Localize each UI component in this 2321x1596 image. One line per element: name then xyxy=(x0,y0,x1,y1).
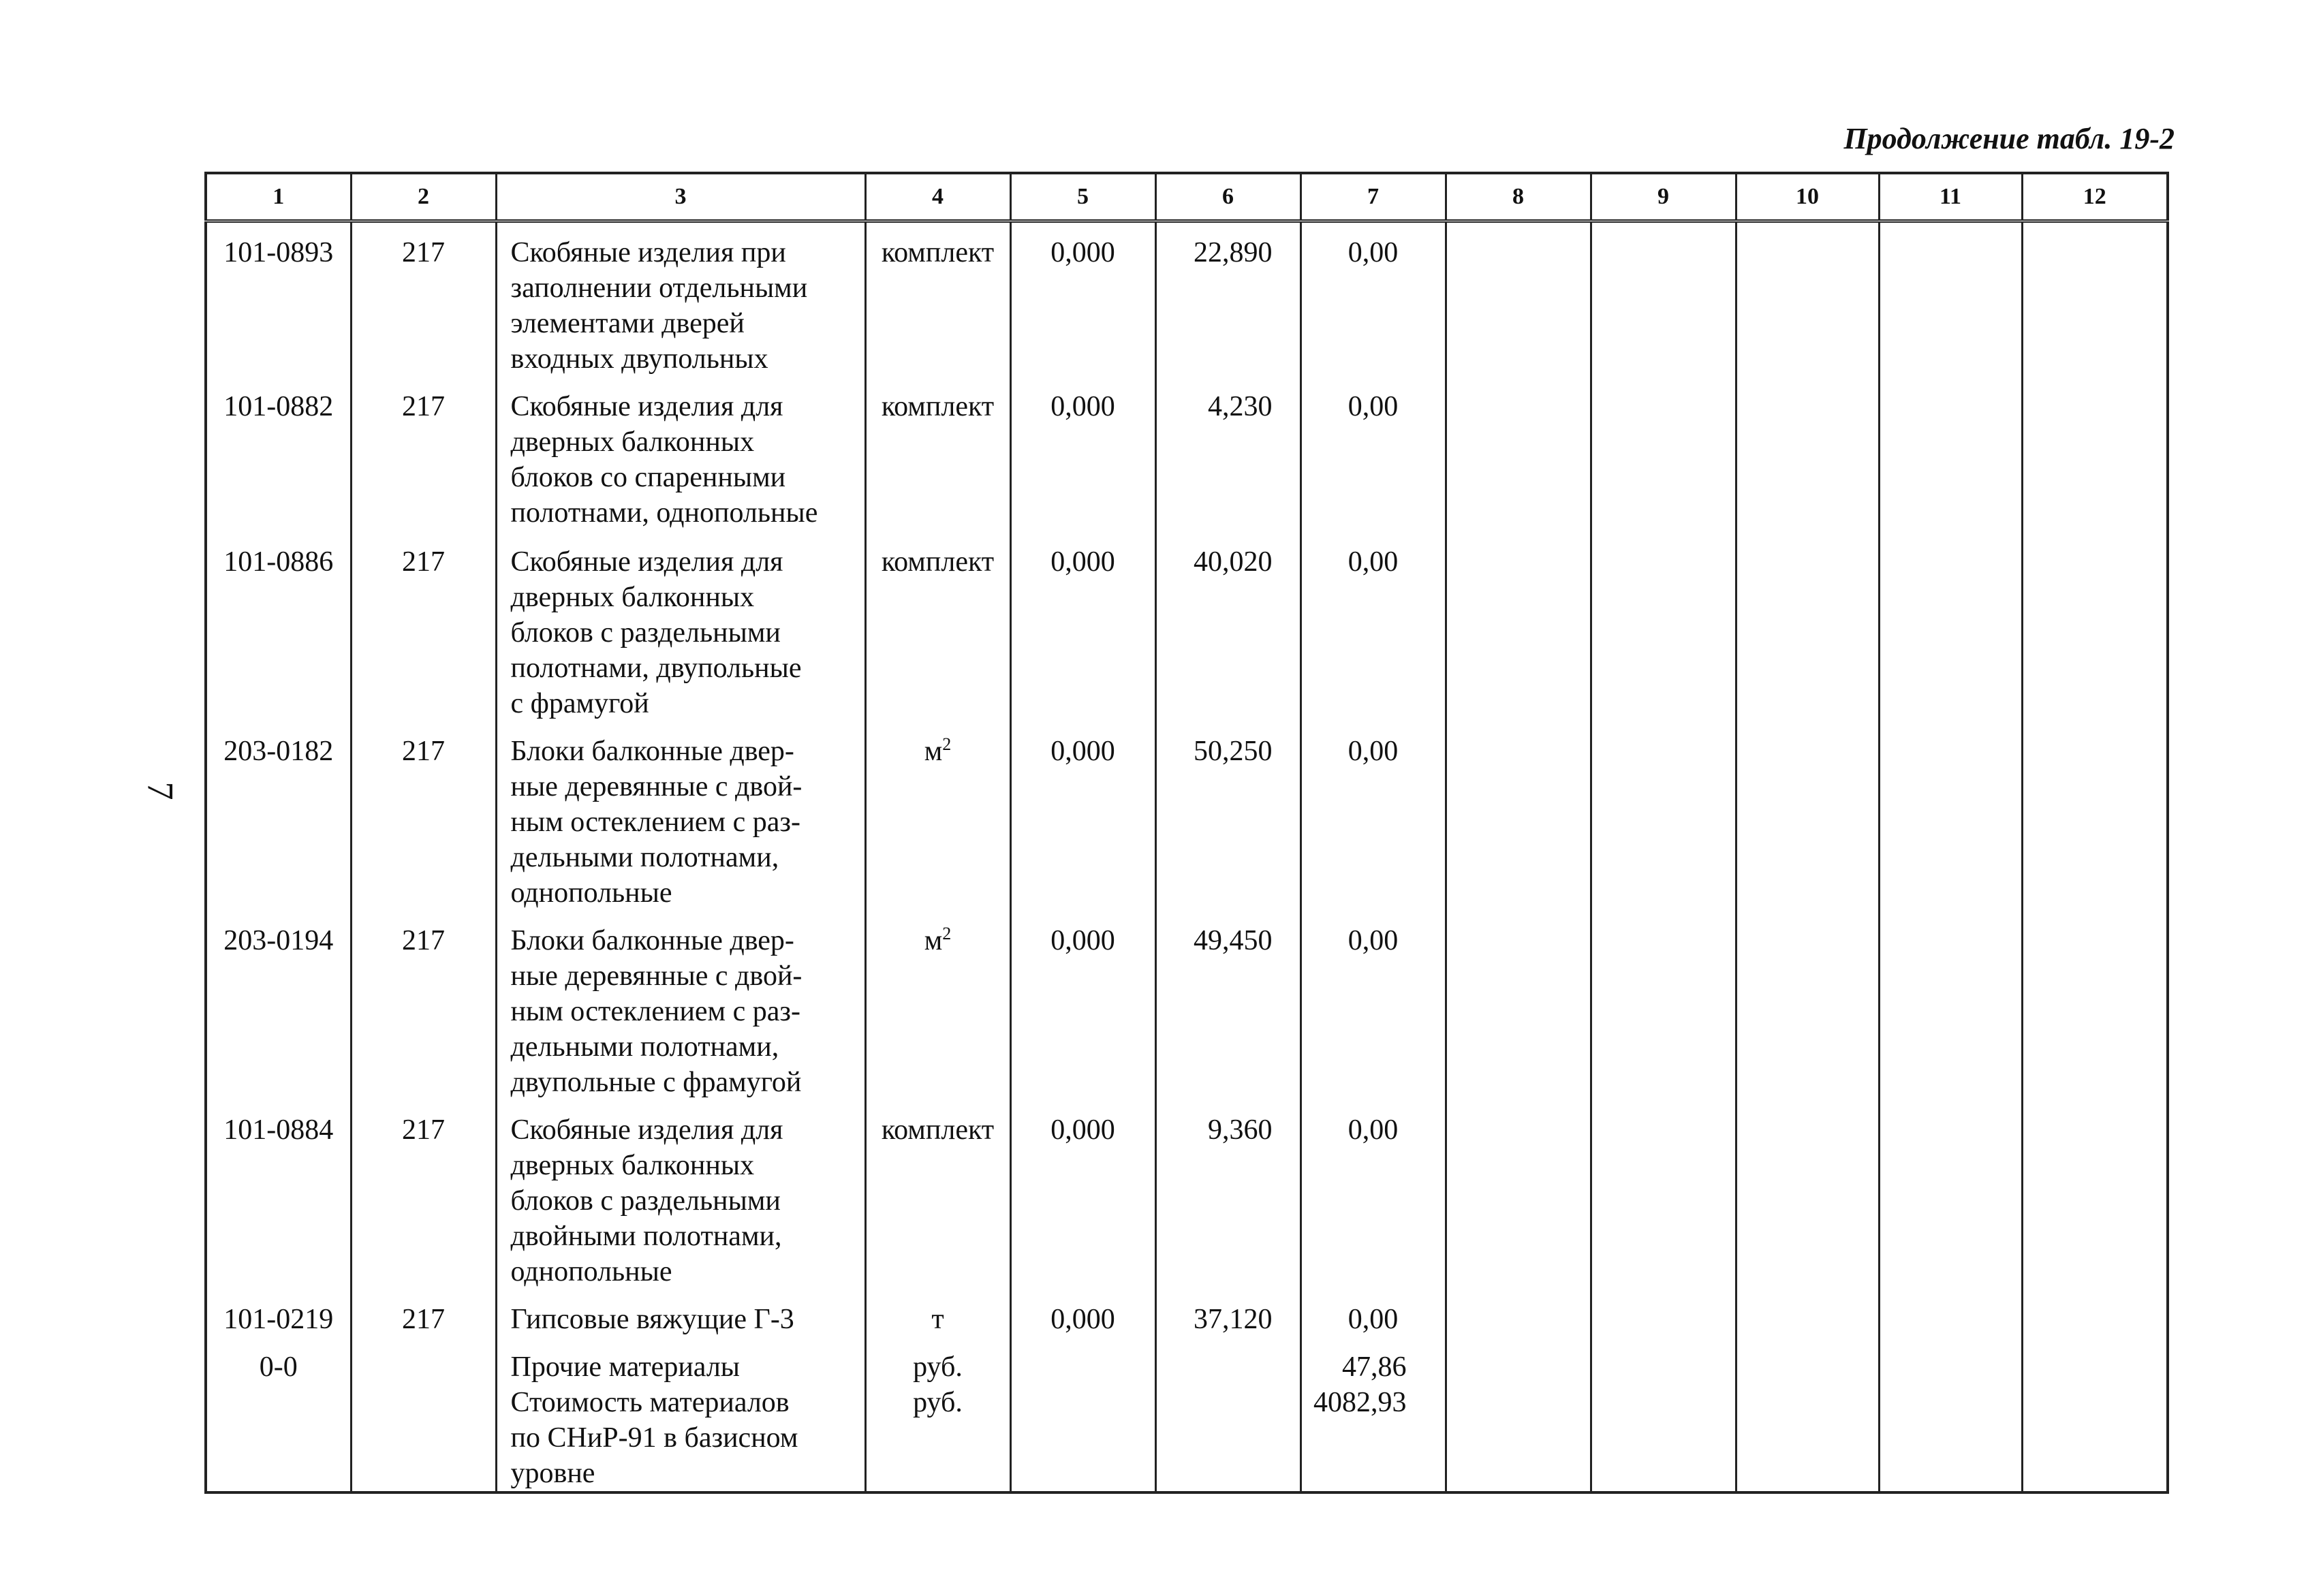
unit-text: т xyxy=(931,1304,944,1335)
header-row xyxy=(206,173,2168,221)
name-line: Скобяные изделия при xyxy=(510,237,786,268)
cell-unit xyxy=(865,1337,1010,1492)
name-line: блоков с раздельными xyxy=(510,1185,781,1217)
cell-quantity: 0,000 xyxy=(1010,221,1155,377)
cell-price: 37,120 xyxy=(1155,1289,1300,1337)
cell-empty xyxy=(1879,1289,2022,1337)
name-line: дельными полотнами, xyxy=(510,842,779,873)
column-header: 12 xyxy=(2022,173,2168,221)
cell-empty xyxy=(1736,1289,1879,1337)
name-line: однопольные xyxy=(510,877,672,909)
name-line: ным остеклением с раз- xyxy=(510,996,800,1027)
cell-cost: 0,00 xyxy=(1300,1289,1446,1337)
cell-empty xyxy=(1591,911,1736,1100)
cell-quantity: 0,000 xyxy=(1010,532,1155,721)
cell-empty xyxy=(1446,532,1591,721)
cell-code: 0-0 xyxy=(206,1337,351,1492)
cell-section: 217 xyxy=(351,721,496,911)
name-line: дверных балконных xyxy=(510,1150,755,1181)
cell-name xyxy=(496,377,865,532)
name-line: по СНиР-91 в базисном xyxy=(510,1422,798,1454)
name-line: двойными полотнами, xyxy=(510,1221,782,1252)
cell-code: 203-0182 xyxy=(206,721,351,911)
unit-text: комплект xyxy=(881,391,995,422)
cell-name xyxy=(496,1289,865,1337)
cell-empty xyxy=(1446,911,1591,1100)
cell-section: 217 xyxy=(351,532,496,721)
unit-line: руб. xyxy=(913,1351,963,1383)
column-header: 4 xyxy=(865,173,1010,221)
cell-price: 49,450 xyxy=(1155,911,1300,1100)
cell-section xyxy=(351,1337,496,1492)
cell-empty xyxy=(1736,1337,1879,1492)
column-header: 2 xyxy=(351,173,496,221)
cell-empty xyxy=(2022,1100,2168,1289)
page-number: 7 xyxy=(140,781,181,800)
cell-empty xyxy=(1591,221,1736,377)
cell-quantity: 0,000 xyxy=(1010,911,1155,1100)
cell-empty xyxy=(2022,221,2168,377)
cell-quantity xyxy=(1010,1337,1155,1492)
cell-unit xyxy=(865,1289,1010,1337)
cell-quantity: 0,000 xyxy=(1010,1289,1155,1337)
cell-name xyxy=(496,221,865,377)
cell-unit xyxy=(865,721,1010,911)
cell-empty xyxy=(1591,377,1736,532)
cell-price: 9,360 xyxy=(1155,1100,1300,1289)
cell-empty xyxy=(2022,1289,2168,1337)
table-row xyxy=(206,1100,2168,1289)
name-line: ным остеклением с раз- xyxy=(510,807,800,838)
cell-empty xyxy=(1446,1100,1591,1289)
column-header: 10 xyxy=(1736,173,1879,221)
cell-empty xyxy=(1879,1337,2022,1492)
cell-section: 217 xyxy=(351,1289,496,1337)
name-line: блоков с раздельными xyxy=(510,617,781,648)
cell-empty xyxy=(2022,532,2168,721)
name-line: дверных балконных xyxy=(510,426,755,458)
name-line: Гипсовые вяжущие Г-3 xyxy=(510,1304,794,1335)
cell-name xyxy=(496,1100,865,1289)
cell-empty xyxy=(1446,221,1591,377)
cell-empty xyxy=(1446,377,1591,532)
name-line: Скобяные изделия для xyxy=(510,391,783,422)
cell-empty xyxy=(1879,911,2022,1100)
name-line: входных двупольных xyxy=(510,343,768,375)
name-line: двупольные с фрамугой xyxy=(510,1067,802,1098)
name-line: с фрамугой xyxy=(510,688,649,719)
cell-code: 101-0882 xyxy=(206,377,351,532)
cell-empty xyxy=(1591,532,1736,721)
unit-text: м xyxy=(924,925,943,956)
name-line: полотнами, однопольные xyxy=(510,497,818,529)
cost-line: 47,86 xyxy=(1342,1351,1407,1383)
column-header: 7 xyxy=(1300,173,1446,221)
cell-price: 22,890 xyxy=(1155,221,1300,377)
cell-empty xyxy=(1879,1100,2022,1289)
cell-unit xyxy=(865,221,1010,377)
cell-empty xyxy=(1446,1289,1591,1337)
column-header: 11 xyxy=(1879,173,2022,221)
cell-price xyxy=(1155,1337,1300,1492)
cell-unit xyxy=(865,377,1010,532)
column-header: 9 xyxy=(1591,173,1736,221)
cell-empty xyxy=(2022,721,2168,911)
cell-name xyxy=(496,721,865,911)
cell-cost: 0,00 xyxy=(1300,1100,1446,1289)
name-line: полотнами, двупольные xyxy=(510,653,802,684)
table-row xyxy=(206,221,2168,377)
cell-empty xyxy=(2022,911,2168,1100)
unit-text: комплект xyxy=(881,237,995,268)
table-row xyxy=(206,1289,2168,1337)
cell-name xyxy=(496,911,865,1100)
name-line: Стоимость материалов xyxy=(510,1387,790,1418)
column-header: 3 xyxy=(496,173,865,221)
cell-empty xyxy=(1591,721,1736,911)
cell-cost: 0,00 xyxy=(1300,377,1446,532)
name-line: Блоки балконные двер- xyxy=(510,736,794,767)
cell-section: 217 xyxy=(351,911,496,1100)
name-line: ные деревянные с двой- xyxy=(510,771,803,802)
column-header: 1 xyxy=(206,173,351,221)
table-row xyxy=(206,1337,2168,1492)
cell-cost: 0,00 xyxy=(1300,721,1446,911)
materials-table xyxy=(204,172,2169,1494)
cell-empty xyxy=(1736,721,1879,911)
column-header: 6 xyxy=(1155,173,1300,221)
table-row xyxy=(206,377,2168,532)
cell-code: 101-0219 xyxy=(206,1289,351,1337)
cell-empty xyxy=(1591,1100,1736,1289)
cell-section: 217 xyxy=(351,221,496,377)
unit-superscript: 2 xyxy=(942,734,952,754)
cell-empty xyxy=(1591,1337,1736,1492)
column-header: 8 xyxy=(1446,173,1591,221)
unit-text: комплект xyxy=(881,1114,995,1146)
cell-quantity: 0,000 xyxy=(1010,1100,1155,1289)
cell-empty xyxy=(2022,377,2168,532)
unit-text: м xyxy=(924,736,943,767)
cell-empty xyxy=(1879,532,2022,721)
unit-superscript: 2 xyxy=(942,924,952,943)
name-line: заполнении отдельными xyxy=(510,272,808,304)
cell-empty xyxy=(1591,1289,1736,1337)
cell-empty xyxy=(1446,1337,1591,1492)
cell-cost: 0,00 xyxy=(1300,221,1446,377)
cell-code: 101-0893 xyxy=(206,221,351,377)
name-line: Прочие материалы xyxy=(510,1351,740,1383)
table-row xyxy=(206,911,2168,1100)
cell-empty xyxy=(2022,1337,2168,1492)
cell-price: 40,020 xyxy=(1155,532,1300,721)
cell-price: 4,230 xyxy=(1155,377,1300,532)
table-caption: Продолжение табл. 19-2 xyxy=(1843,122,2175,155)
name-line: дверных балконных xyxy=(510,582,755,613)
cell-unit xyxy=(865,1100,1010,1289)
cell-empty xyxy=(1879,377,2022,532)
cell-empty xyxy=(1736,377,1879,532)
unit-line: руб. xyxy=(913,1387,963,1418)
cell-name xyxy=(496,532,865,721)
cell-empty xyxy=(1879,721,2022,911)
cost-line: 4082,93 xyxy=(1313,1387,1407,1418)
cell-code: 203-0194 xyxy=(206,911,351,1100)
column-header: 5 xyxy=(1010,173,1155,221)
cell-code: 101-0886 xyxy=(206,532,351,721)
cell-name xyxy=(496,1337,865,1492)
cell-empty xyxy=(1736,911,1879,1100)
unit-text: комплект xyxy=(881,546,995,578)
name-line: ные деревянные с двой- xyxy=(510,960,803,992)
name-line: блоков со спаренными xyxy=(510,462,786,493)
cell-unit xyxy=(865,532,1010,721)
name-line: элементами дверей xyxy=(510,308,745,339)
name-line: однопольные xyxy=(510,1256,672,1287)
cell-section: 217 xyxy=(351,1100,496,1289)
name-line: Скобяные изделия для xyxy=(510,546,783,578)
cell-quantity: 0,000 xyxy=(1010,377,1155,532)
table-row xyxy=(206,721,2168,911)
name-line: Скобяные изделия для xyxy=(510,1114,783,1146)
cell-cost xyxy=(1300,1337,1446,1492)
table-row xyxy=(206,532,2168,721)
cell-empty xyxy=(1736,221,1879,377)
cell-code: 101-0884 xyxy=(206,1100,351,1289)
cell-empty xyxy=(1736,532,1879,721)
cell-cost: 0,00 xyxy=(1300,532,1446,721)
cell-price: 50,250 xyxy=(1155,721,1300,911)
name-line: Блоки балконные двер- xyxy=(510,925,794,956)
cell-unit xyxy=(865,911,1010,1100)
cell-empty xyxy=(1736,1100,1879,1289)
cell-section: 217 xyxy=(351,377,496,532)
cell-empty xyxy=(1446,721,1591,911)
cell-quantity: 0,000 xyxy=(1010,721,1155,911)
cell-cost: 0,00 xyxy=(1300,911,1446,1100)
name-line: уровне xyxy=(510,1458,595,1489)
name-line: дельными полотнами, xyxy=(510,1031,779,1063)
cell-empty xyxy=(1879,221,2022,377)
